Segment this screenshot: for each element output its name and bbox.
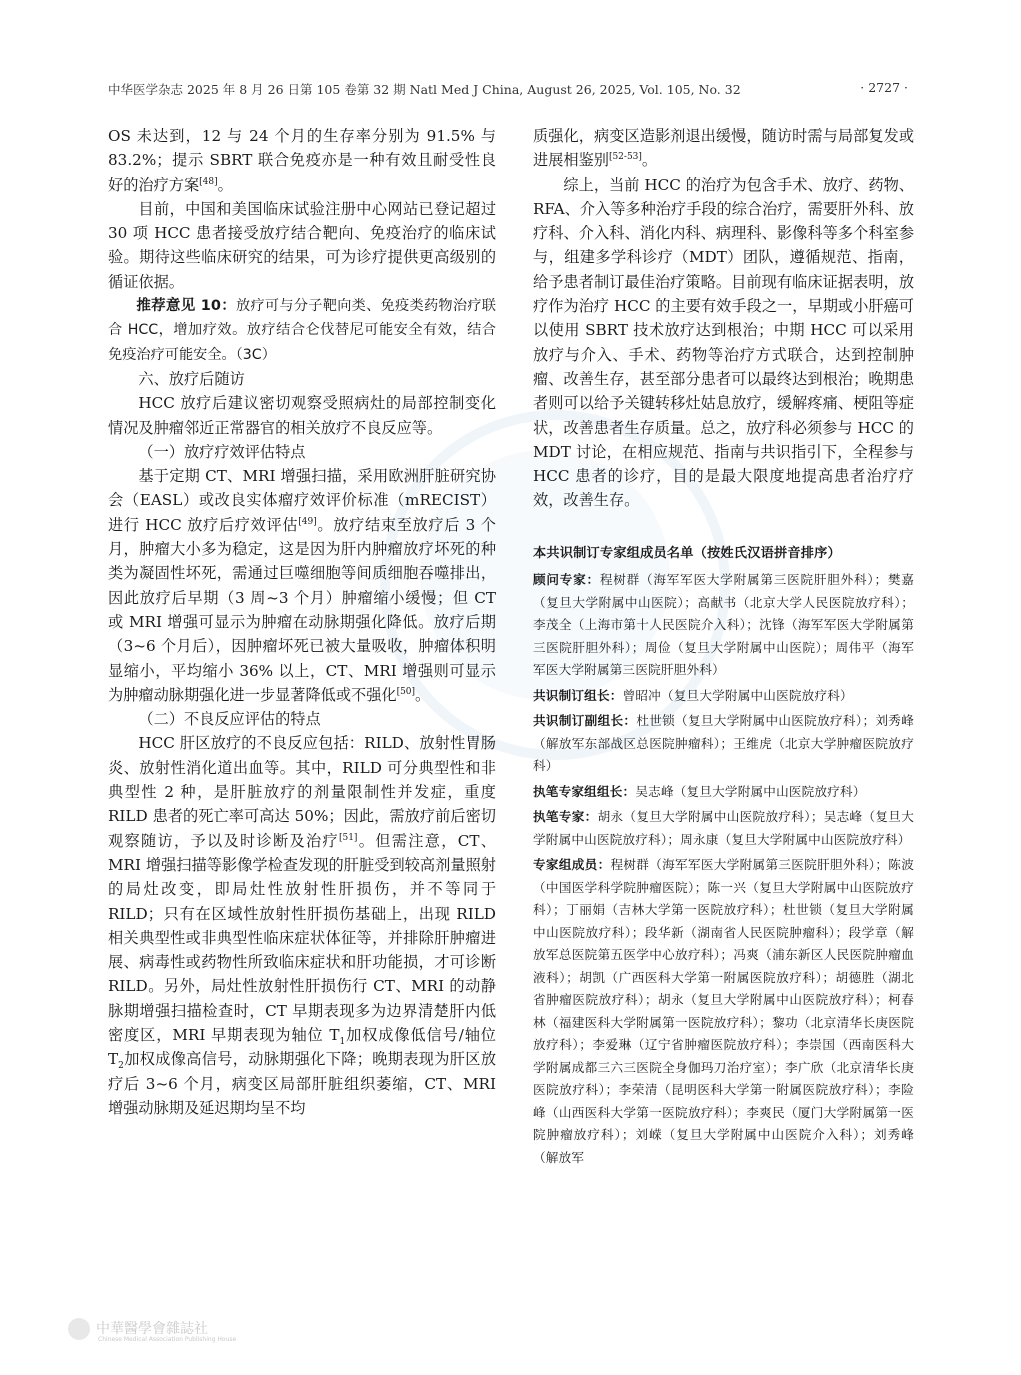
left-column <box>108 124 496 1120</box>
citation-ref: [49] <box>298 516 317 527</box>
paragraph: HCC 肝区放疗的不良反应包括：RILD、放射性胃肠炎、放射性消化道出血等。其中，RILD 可分典型性和非典型性 2 种，是肝脏放疗的剂量限制性并发症，重度 RILD 患者的死亡率可高达 50%；因此，需放疗前后密切观察随访，予以及时诊断及治疗[51]。但需注意，CT、MRI 增强扫描等影像学检查发现的肝脏受到较高剂量照射的局灶改变，即局灶性放射性肝损伤，并不等同于 RILD；只有在区域性放射性肝损伤基础上，出现 RILD 相关典型性或非典型性临床症状体征等，并排除肝肿瘤进展、病毒性或药物性所致临床症状和肝功能损，才可诊断 RILD。另外，局灶性放射性肝损伤行 CT、MRI 的动静脉期增强扫描检查时，CT 早期表现多为边界清楚肝内低密度区，MRI 早期表现为轴位 $T_1$加权成像低信号/轴位 $T_2$加权成像高信号，动脉期强化下降；晚期表现为肝区放疗后 3~6 个月，病变区局部肝脏组织萎缩，CT、MRI 增强动脉期及延迟期均呈不均 <box>108 734 496 1117</box>
subsection-heading: （一）放疗疗效评估特点 <box>138 442 306 461</box>
page-number: · 2727 · <box>860 80 908 95</box>
citation-ref: [51] <box>338 832 358 843</box>
right-column <box>533 124 914 1172</box>
publisher-name-en: Chinese Medical Association Publishing House <box>98 1336 237 1343</box>
section-heading: 六、放疗后随访 <box>138 369 245 388</box>
expert-group-writers: 执笔专家：胡永（复旦大学附属中山医院放疗科）；吴志峰（复旦大学附属中山医院放疗科）；周永康（复旦大学附属中山医院放疗科） <box>533 809 915 847</box>
subsection-heading: （二）不良反应评估的特点 <box>138 710 321 729</box>
journal-citation: 中华医学杂志 2025 年 8 月 26 日第 105 卷第 32 期 Natl Med J China, August 26, 2025, Vol. 105, No. 32 <box>108 82 741 97</box>
paragraph: 目前，中国和美国临床试验注册中心网站已登记超过 30 项 HCC 患者接受放疗结合靶向、免疫治疗的临床试验。期待这些临床研究的结果，可为诊疗提供更高级别的循证依据。 <box>108 199 496 291</box>
expert-group-leader: 共识制订组长：曾昭冲（复旦大学附属中山医院放疗科） <box>533 687 853 703</box>
expert-group-members: 专家组成员：程树群（海军军医大学附属第三医院肝胆外科）；陈波（中国医学科学院肿瘤医院）；陈一兴（复旦大学附属中山医院放疗科）；丁丽娟（吉林大学第一医院放疗科）；杜世锁（复旦大学附属中山医院放疗科）；段华新（湖南省人民医院肿瘤科）；段学章（解放军总医院第五医学中心放疗科）；冯爽（浦东新区人民医院肿瘤血液科）；胡凯（广西医科大学第一附属医院放疗科）；胡德胜（湖北省肿瘤医院放疗科）；胡永（复旦大学附属中山医院放疗科）；柯春林（福建医科大学附属第一医院放疗科）；黎功（北京清华长庚医院放疗科）；李爱琳（辽宁省肿瘤医院放疗科）；李崇国（西南医科大学附属成都三六三医院全身伽玛刀治疗室）；李广欣（北京清华长庚医院放疗科）；李荣清（昆明医科大学第一附属医院放疗科）；李险峰（山西医科大学第一医院放疗科）；李爽民（厦门大学附属第一医院肿瘤放疗科）；刘嵘（复旦大学附属中山医院介入科）；刘秀峰（解放军 <box>533 857 914 1165</box>
citation-ref: [52-53] <box>608 152 642 163</box>
paragraph: OS 未达到，12 与 24 个月的生存率分别为 91.5% 与 83.2%；提示 SBRT 联合免疫亦是一种有效且耐受性良好的治疗方案[48]。 <box>108 127 496 194</box>
recommendation-label: 推荐意见 10： <box>136 298 237 315</box>
paragraph: 基于定期 CT、MRI 增强扫描，采用欧洲肝脏研究协会（EASL）或改良实体瘤疗效评价标准（mRECIST）进行 HCC 放疗后疗效评估[49]。放疗结束至放疗后 3 个月，肿瘤大小多为稳定，这是因为肝内肿瘤放疗坏死的种类为凝固性坏死，需通过巨噬细胞等间质细胞吞噬排出，因此放疗后早期（3 周~3 个月）肿瘤缩小缓慢；但 CT 或 MRI 增强可显示为肿瘤在动脉期强化降低。放疗后期（3~6 个月后），因肿瘤坏死已被大量吸收，肿瘤体积明显缩小，平均缩小 36% 以上，CT、MRI 增强则可显示为肿瘤动脉期强化进一步显著降低或不强化[50]。 <box>108 467 496 704</box>
paragraph: HCC 放疗后建议密切观察受照病灶的局部控制变化情况及肿瘤邻近正常器官的相关放疗不良反应等。 <box>108 394 496 437</box>
expert-group-writing-leader: 执笔专家组组长：吴志峰（复旦大学附属中山医院放疗科） <box>533 783 866 799</box>
expert-list <box>533 543 914 1170</box>
publisher-seal-icon <box>68 1318 90 1340</box>
expert-group-vice-leader: 共识制订副组长：杜世锁（复旦大学附属中山医院放疗科）；刘秀峰（解放军东部战区总医院肿瘤科）；王维虎（北京大学肿瘤医院放疗科） <box>533 713 914 774</box>
recommendation-10: 推荐意见 10：放疗可与分子靶向类、免疫类药物治疗联合 HCC，增加疗效。放疗结合仑伐替尼可能安全有效，结合免疫治疗可能安全。（3C） <box>108 298 496 363</box>
publisher-watermark <box>68 1318 236 1343</box>
citation-ref: [48] <box>199 176 218 187</box>
expert-group-advisors: 顾问专家：程树群（海军军医大学附属第三医院肝胆外科）；樊嘉（复旦大学附属中山医院）；高献书（北京大学人民医院放疗科）；李茂全（上海市第十人民医院介入科）；沈锋（海军军医大学附属第三医院肝胆外科）；周俭（复旦大学附属中山医院）；周伟平（海军军医大学附属第三医院肝胆外科） <box>533 572 915 678</box>
expert-list-title: 本共识制订专家组成员名单（按姓氏汉语拼音排序） <box>533 545 841 561</box>
paragraph: 质强化，病变区造影剂退出缓慢，随访时需与局部复发或进展相鉴别[52-53]。 <box>533 127 914 170</box>
citation-ref: [50] <box>396 686 416 697</box>
publisher-name: 中華醫學會雜誌社 <box>96 1321 208 1337</box>
running-header <box>108 80 908 98</box>
paragraph: 综上，当前 HCC 的治疗为包含手术、放疗、药物、RFA、介入等多种治疗手段的综合治疗，需要肝外科、放疗科、介入科、消化内科、病理科、影像科等多个科室参与，组建多学科诊疗（MDT）团队，遵循规范、指南，给予患者制订最佳治疗策略。目前现有临床证据表明，放疗作为治疗 HCC 的主要有效手段之一，早期或小肝癌可以使用 SBRT 技术放疗达到根治；中期 HCC 可以采用放疗与介入、手术、药物等治疗方式联合，达到控制肿瘤、改善生存，甚至部分患者可以最终达到根治；晚期患者则可以给予关键转移灶姑息放疗，缓解疼痛、梗阻等症状，改善患者生存质量。总之，放疗科必须参与 HCC 的 MDT 讨论，在相应规范、指南与共识指引下，全程参与 HCC 患者的诊疗，目的是最大限度地提高患者治疗疗效，改善生存。 <box>533 175 914 510</box>
